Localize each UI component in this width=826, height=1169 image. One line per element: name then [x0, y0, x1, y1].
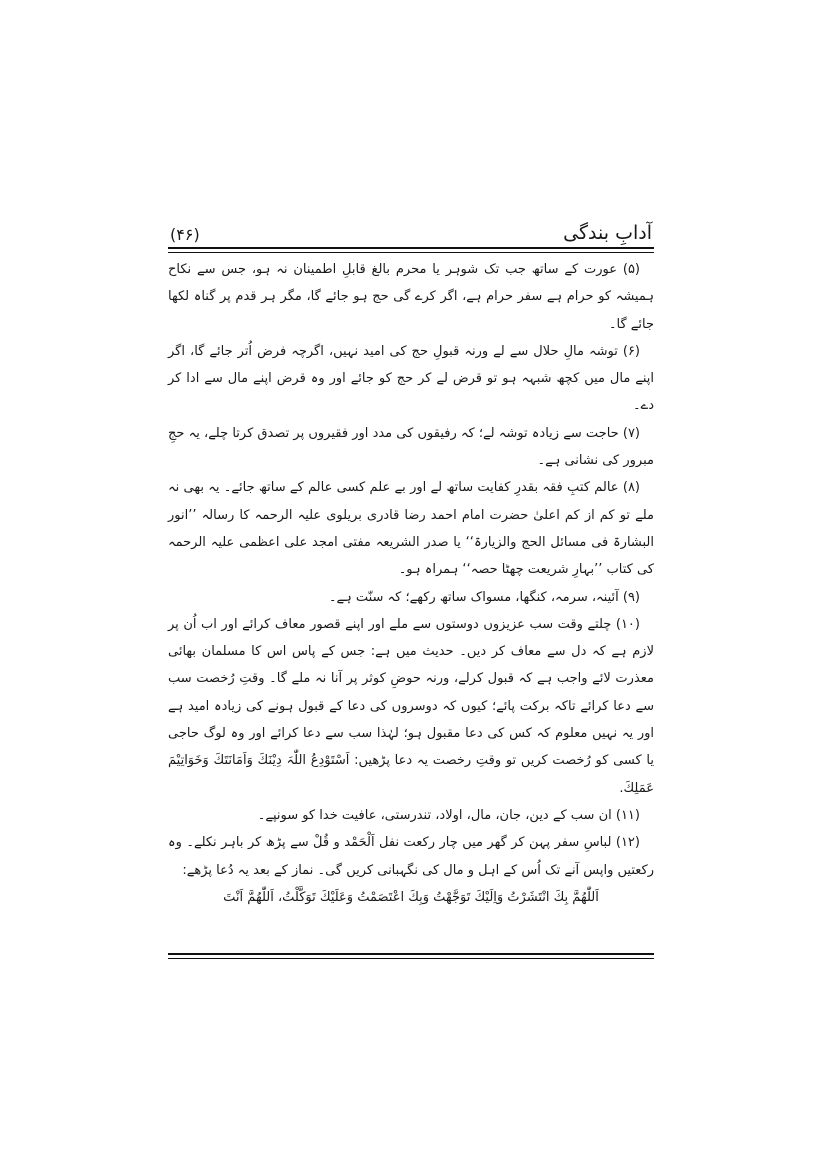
paragraph-8: (۸) عالم کتبِ فقہ بقدرِ کفایت ساتھ لے اور بے علم کسی عالم کے ساتھ جائے۔ یہ بھی نہ ملے تو کم از کم اعلیٰ حضرت امام احمد رضا قادری بریلوی علیہ الرحمہ کا رسالہ ’’انور البشارۃ فی مسائل الحج والزیارۃ‘‘ یا صدر الشریعہ مفتی امجد علی اعظمی علیہ الرحمہ کی کتاب ’’بہارِ شریعت چھٹا حصہ‘‘ ہمراہ ہو۔ [168, 480, 654, 578]
dua-line: اَللّٰھُمَّ بِكَ انْتَشَرْتُ وَاِلَیْكَ تَوَجَّھْتُ وَبِكَ اعْتَصَمْتُ وَعَلَیْكَ تَوَكَّلْتُ، اَللّٰھُمَّ اَنْتَ [223, 889, 599, 905]
book-title: آدابِ بندگی [563, 222, 652, 244]
paragraph-5: (۵) عورت کے ساتھ جب تک شوہر یا محرم بالغ قابلِ اطمینان نہ ہو، جس سے نکاح ہمیشہ کو حرام ہے سفر حرام ہے، اگر کرے گی حج ہو جائے گا، مگر ہر قدم پر گناہ لکھا جائے گا۔ [168, 262, 654, 332]
paragraph-9: (۹) آئینہ، سرمہ، کنگھا، مسواک ساتھ رکھے؛ کہ سنّت ہے۔ [328, 589, 640, 605]
header-rule [168, 247, 654, 253]
paragraph-12: (۱۲) لباسِ سفر پہن کر گھر میں چار رکعت نفل اَلْحَمْد و قُلْ سے پڑھ کر باہر نکلے۔ وہ رکعتیں واپس آنے تک اُس کے اہل و مال کی نگہبانی کریں گی۔ نماز کے بعد یہ دُعا پڑھے: [168, 835, 654, 878]
paragraph-11: (۱۱) ان سب کے دین، جان، مال، اولاد، تندرستی، عافیت خدا کو سونپے۔ [257, 807, 640, 823]
page-number: (۴۶) [170, 225, 200, 244]
footer-rule [168, 953, 654, 959]
paragraph-6: (۶) توشہ مالِ حلال سے لے ورنہ قبولِ حج کی امید نہیں، اگرچہ فرض اُتر جائے گا، اگر اپنے مال میں کچھ شبہہ ہو تو قرض لے کر حج کو جائے اور وہ قرض اپنے مال سے ادا کر دے۔ [168, 343, 654, 414]
page-header [170, 218, 652, 244]
body-text [168, 256, 654, 911]
paragraph-10: (۱۰) چلتے وقت سب عزیزوں دوستوں سے ملے اور اپنے قصور معاف کرائے اور اب اُن پر لازم ہے کہ دل سے معاف کر دیں۔ حدیث میں ہے: جس کے پاس اس کا مسلمان بھائی معذرت لائے واجب ہے کہ قبول کرلے، ورنہ حوضِ کوثر پر آنا نہ ملے گا۔ وقتِ رُخصت سب سے دعا کرائے تاکہ برکت پائے؛ کیوں کہ دوسروں کی دعا کے قبول ہونے کی زیادہ امید ہے اور یہ نہیں معلوم کہ کس کی دعا مقبول ہو؛ لہٰذا سب سے دعا کرائے اور وہ لوگ حاجی یا کسی کو رُخصت کریں تو وقتِ رخصت یہ دعا پڑھیں: اَسْتَوْدِعُ اللّٰہَ دِیْنَكَ وَاَمَانَتَكَ وَخَوَاتِیْمَ عَمَلِكَ. [168, 616, 654, 796]
paragraph-7: (۷) حاجت سے زیادہ توشہ لے؛ کہ رفیقوں کی مدد اور فقیروں پر تصدق کرتا چلے، یہ حجِ مبرور کی نشانی ہے۔ [168, 425, 654, 469]
